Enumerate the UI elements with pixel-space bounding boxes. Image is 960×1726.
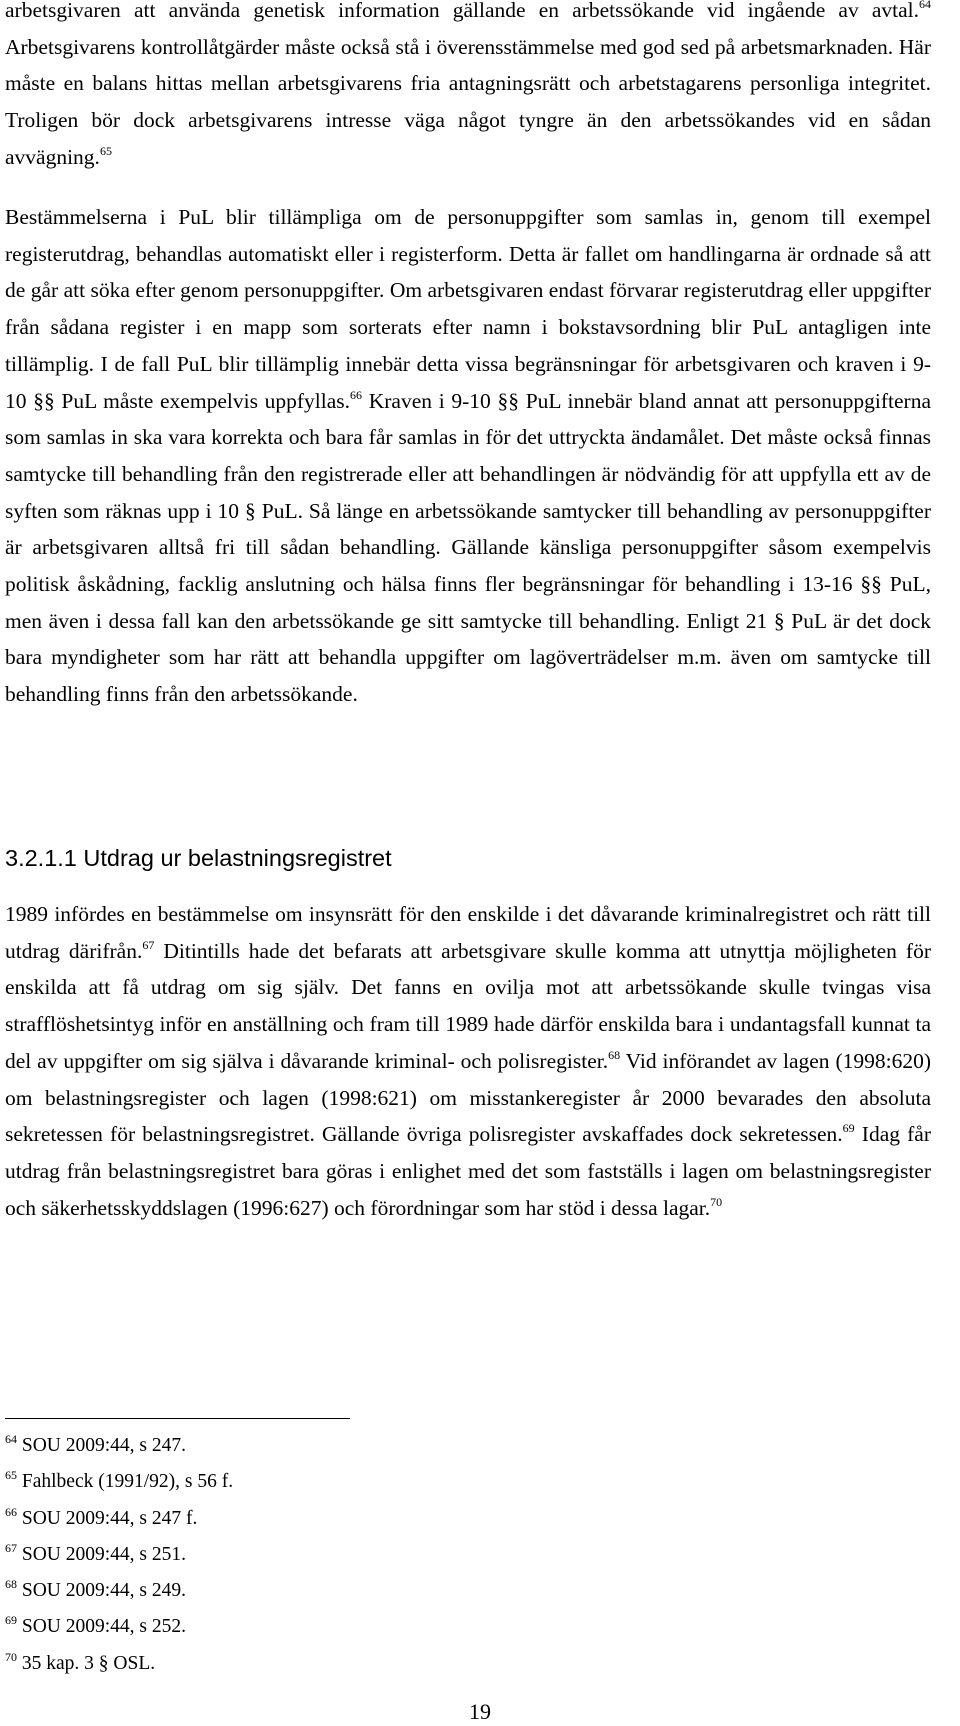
footnote-ref-65[interactable]: 65: [99, 143, 112, 158]
footnote-item: [5, 1428, 233, 1464]
paragraph-3-text-d: Idag får utdrag från belastningsregistret bara göras i enlighet med det som fastställs i lagen om belastningsregister och säkerhetsskyddslagen (1996:627) och förordningar som har stöd i dessa lagar.: [5, 1122, 931, 1220]
footnote-text: SOU 2009:44, s 252.: [17, 1616, 187, 1638]
paragraph-3: [5, 896, 931, 1226]
footnote-item: [5, 1537, 233, 1573]
paragraph-1-text-b: Arbetsgivarens kontrollåtgärder måste också stå i överensstämmelse med god sed på arbetsmarknaden. Här måste en balans hittas mellan arbetsgivarens fria antagningsrätt och arbetstagarens personliga integritet. Troligen bör dock arbetsgivarens intresse väga något tyngre än den arbetssökandes vid en sådan avvägning.: [5, 34, 931, 169]
footnote-number: 69: [5, 1613, 17, 1628]
footnote-ref-69[interactable]: 69: [842, 1121, 855, 1136]
footnote-text: SOU 2009:44, s 251.: [17, 1543, 187, 1565]
footnote-ref-64[interactable]: 64: [919, 0, 931, 11]
footnote-ref-68[interactable]: 68: [608, 1047, 621, 1062]
footnote-ref-67[interactable]: 67: [142, 937, 155, 952]
paragraph-1-text-a: arbetsgivaren att använda genetisk information gällande en arbetssökande vid ingående av avtal.: [5, 0, 919, 22]
footnote-list: [5, 1428, 233, 1682]
page-number: 19: [469, 1699, 491, 1724]
paragraph-3-text-b: Ditintills hade det befarats att arbetsgivare skulle komma att utnyttja möjligheten för enskilda att få utdrag om sig själv. Det fanns en ovilja mot att arbetssökande skulle tvingas visa strafflöshetsintyg inför en anställning och fram till 1989 hade därför enskilda bara i undantagsfall kunnat ta del av uppgifter om sig själva i dåvarande kriminal- och polisregister.: [5, 938, 931, 1073]
footnote-number: 70: [5, 1649, 17, 1664]
footnote-item: [5, 1573, 233, 1609]
footnote-number: 65: [5, 1468, 17, 1483]
footnote-text: 35 kap. 3 § OSL.: [17, 1652, 156, 1674]
footnote-text: SOU 2009:44, s 249.: [17, 1580, 187, 1602]
footnote-item: [5, 1501, 233, 1537]
footnote-number: 66: [5, 1504, 17, 1519]
footnote-text: SOU 2009:44, s 247 f.: [17, 1507, 198, 1529]
paragraph-3-text-a: 1989 infördes en bestämmelse om insynsrätt för den enskilde i det dåvarande kriminalregistret och rätt till utdrag därifrån.: [5, 902, 931, 963]
footnote-number: 67: [5, 1540, 17, 1555]
paragraph-2-text-b: Kraven i 9-10 §§ PuL innebär bland annat att personuppgifterna som samlas in ska vara korrekta och bara får samlas in för det uttryckta ändamålet. Det måste också finnas samtycke till behandling från den registrerade eller att behandlingen är nödvändig för att uppfylla ett av de syften som räknas upp i 10 § PuL. Så länge en arbetssökande samtycker till behandling av personuppgifter är arbetsgivaren alltså fri till sådan behandling. Gällande känsliga personuppgifter såsom exempelvis politisk åskådning, facklig anslutning och hälsa finns fler begränsningar för behandling i 13-16 §§ PuL, men även i dessa fall kan den arbetssökande ge sitt samtycke till behandling. Enligt 21 § PuL är det dock bara myndigheter som har rätt att behandla uppgifter om lagöverträdelser m.m. även om samtycke till behandling finns från den arbetssökande.: [5, 388, 931, 707]
footnote-text: Fahlbeck (1991/92), s 56 f.: [17, 1471, 234, 1493]
footnote-number: 68: [5, 1577, 17, 1592]
footnote-ref-70[interactable]: 70: [710, 1194, 723, 1209]
paragraph-3-text-c: Vid införandet av lagen (1998:620) om belastningsregister och lagen (1998:621) om misstankeregister år 2000 bevarades den absoluta sekretessen för belastningsregistret. Gällande övriga polisregister avskaffades dock sekretessen.: [5, 1048, 931, 1147]
paragraph-1: [5, 0, 931, 176]
paragraph-2-text-a: Bestämmelserna i PuL blir tillämpliga om de personuppgifter som samlas in, genom till exempel registerutdrag, behandlas automatiskt eller i registerform. Detta är fallet om handlingarna är ordnade så att de går att söka efter genom personuppgifter. Om arbetsgivaren endast förvarar registerutdrag eller uppgifter från sådana register i en mapp som sorterats efter namn i bokstavsordning blir PuL antagligen inte tillämplig. I de fall PuL blir tillämplig innebär detta vissa begränsningar för arbetsgivaren och kraven i 9-10 §§ PuL måste exempelvis uppfyllas.: [5, 205, 931, 413]
footnote-item: [5, 1609, 233, 1645]
footnote-item: [5, 1464, 233, 1500]
footnote-ref-66[interactable]: 66: [350, 387, 363, 402]
footnote-separator: [5, 1418, 350, 1419]
footnote-item: [5, 1646, 233, 1682]
paragraph-2: [5, 199, 931, 713]
footnote-number: 64: [5, 1432, 17, 1446]
section-heading: 3.2.1.1 Utdrag ur belastningsregistret: [5, 845, 392, 871]
footnote-text: SOU 2009:44, s 247.: [17, 1435, 187, 1456]
